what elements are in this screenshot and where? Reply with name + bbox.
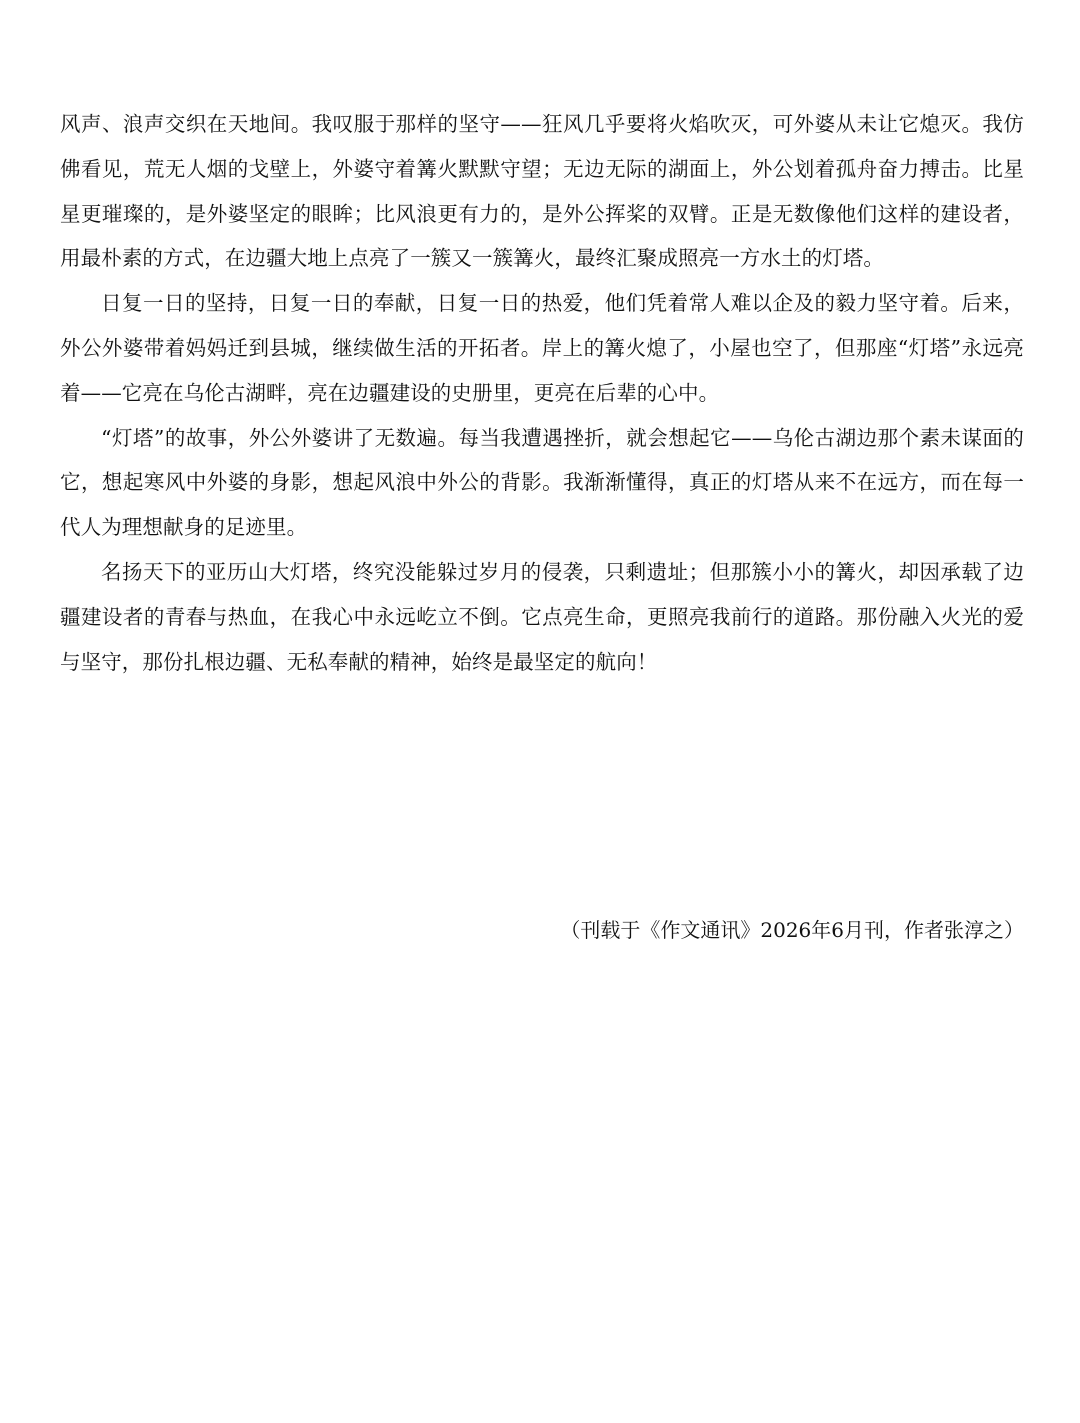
paragraph-1: 风声、浪声交织在天地间。我叹服于那样的坚守——狂风几乎要将火焰吹灭，可外婆从未让它熄灭。我仿佛看见，荒无人烟的戈壁上，外婆守着篝火默默守望；无边无际的湖面上，外公划着孤舟奋力搏击。比星星更璀璨的，是外婆坚定的眼眸；比风浪更有力的，是外公挥桨的双臂。正是无数像他们这样的建设者，用最朴素的方式，在边疆大地上点亮了一簇又一簇篝火，最终汇聚成照亮一方水土的灯塔。	[60, 112, 1024, 271]
publication-credit: （刊载于《作文通讯》2026年6月刊，作者张淳之）	[560, 918, 1024, 942]
paragraph-3: “灯塔”的故事，外公外婆讲了无数遍。每当我遭遇挫折，就会想起它——乌伦古湖边那个素未谋面的它，想起寒风中外婆的身影，想起风浪中外公的背影。我渐渐懂得，真正的灯塔从来不在远方，而在每一代人为理想献身的足迹里。	[60, 425, 1024, 540]
article-body	[60, 102, 1024, 684]
paragraph-2: 日复一日的坚持，日复一日的奉献，日复一日的热爱，他们凭着常人难以企及的毅力坚守着。后来，外公外婆带着妈妈迁到县城，继续做生活的开拓者。岸上的篝火熄了，小屋也空了，但那座“灯塔”永远亮着——它亮在乌伦古湖畔，亮在边疆建设的史册里，更亮在后辈的心中。	[60, 291, 1024, 405]
paragraph-4: 名扬天下的亚历山大灯塔，终究没能躲过岁月的侵袭，只剩遗址；但那簇小小的篝火，却因承载了边疆建设者的青春与热血，在我心中永远屹立不倒。它点亮生命，更照亮我前行的道路。那份融入火光的爱与坚守，那份扎根边疆、无私奉献的精神，始终是最坚定的航向！	[60, 559, 1024, 674]
